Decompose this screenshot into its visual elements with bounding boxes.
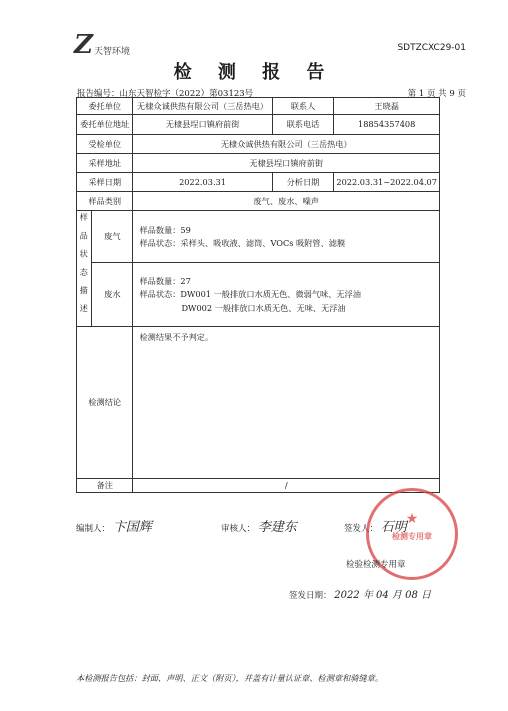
sign-date-value: 2022 年 04 月 08 日 [334,590,432,601]
report-table [76,97,440,493]
sample-description-label: 样品状态描述 [77,211,92,327]
report-number: 报告编号：山东天智检字（2022）第03123号 [77,89,254,99]
remark-value: / [133,479,440,493]
table-row [77,173,440,192]
issuer-label: 签发人： [344,524,379,534]
waste-water-count: 样品数量：27 [139,276,191,287]
sign-date-label: 签发日期： [289,591,332,601]
reviewer-handwritten-sign: 李建东 [257,520,297,535]
contact-label: 联系人 [272,98,334,115]
phone-value: 18854357408 [334,115,440,135]
table-row [77,192,440,211]
table-row [77,115,440,135]
waste-gas-count: 样品数量：59 [139,224,191,235]
contact-value: 王晓磊 [334,98,440,115]
waste-water-state-1: 样品状态：DW001 一般排放口水质无色、微弱气味、无浮油 [139,289,361,300]
compiler-label: 编制人： [76,524,111,534]
remark-label: 备注 [77,479,133,493]
client-label: 委托单位 [77,98,133,115]
table-row [77,479,440,493]
report-footer-note: 本检测报告包括：封面、声明、正文（附页），并盖有计量认证章、检测章和骑缝章。 [76,673,384,683]
analysis-date-label: 分析日期 [272,173,334,192]
table-row [77,327,440,479]
issuer-handwritten-sign: 石明 [380,520,407,535]
seal-caption: 检验检测专用章 [346,560,406,570]
sampling-date-value: 2022.03.31 [133,173,272,192]
waste-water-label: 废水 [92,263,133,327]
table-row [77,98,440,115]
conclusion-label: 检测结论 [77,327,133,479]
sample-type-value: 废气、废水、噪声 [133,192,440,211]
logo-mark: Z [74,30,91,60]
inspected-unit-value: 无棣众诚供热有限公司（三岳热电） [133,135,440,154]
waste-water-state-2: DW002 一般排放口水质无色、无味、无浮油 [181,302,346,313]
client-address-value: 无棣县埕口镇府前街 [133,115,272,135]
client-address-label: 委托单位地址 [77,115,133,135]
compiler-handwritten-sign: 卞国辉 [112,520,152,535]
analysis-date-value: 2022.03.31~2022.04.07 [334,173,440,192]
sampling-address-value: 无棣县埕口镇府前街 [133,154,440,173]
conclusion-value: 检测结果不予判定。 [133,327,440,479]
table-row [77,135,440,154]
sampling-date-label: 采样日期 [77,173,133,192]
waste-gas-description [133,211,440,263]
compiler-signature [76,516,152,535]
reviewer-signature [221,516,297,535]
sign-date [289,586,431,601]
sampling-address-label: 采样地址 [77,154,133,173]
waste-gas-state: 样品状态：采样头、吸收液、滤筒、VOCs 吸附管、滤膜 [139,238,346,248]
page-info: 第 1 页 共 9 页 [407,89,466,99]
document-code: SDTZCXC29-01 [397,43,466,53]
waste-gas-label: 废气 [92,211,133,263]
seal-star-icon: ★ [405,511,419,527]
sample-type-label: 样品类别 [77,192,133,211]
reviewer-label: 审核人： [221,524,256,534]
table-row [77,211,440,263]
page-title: 检 测 报 告 [173,62,335,83]
table-row [77,154,440,173]
waste-water-description [133,263,440,327]
client-value: 无棣众诚供热有限公司（三岳热电） [133,98,272,115]
phone-label: 联系电话 [272,115,334,135]
seal-text: 检测专用章 [392,531,432,541]
table-row [77,263,440,327]
inspected-unit-label: 受检单位 [77,135,133,154]
logo-text: 天智环境 [93,46,130,57]
company-logo [74,30,130,60]
